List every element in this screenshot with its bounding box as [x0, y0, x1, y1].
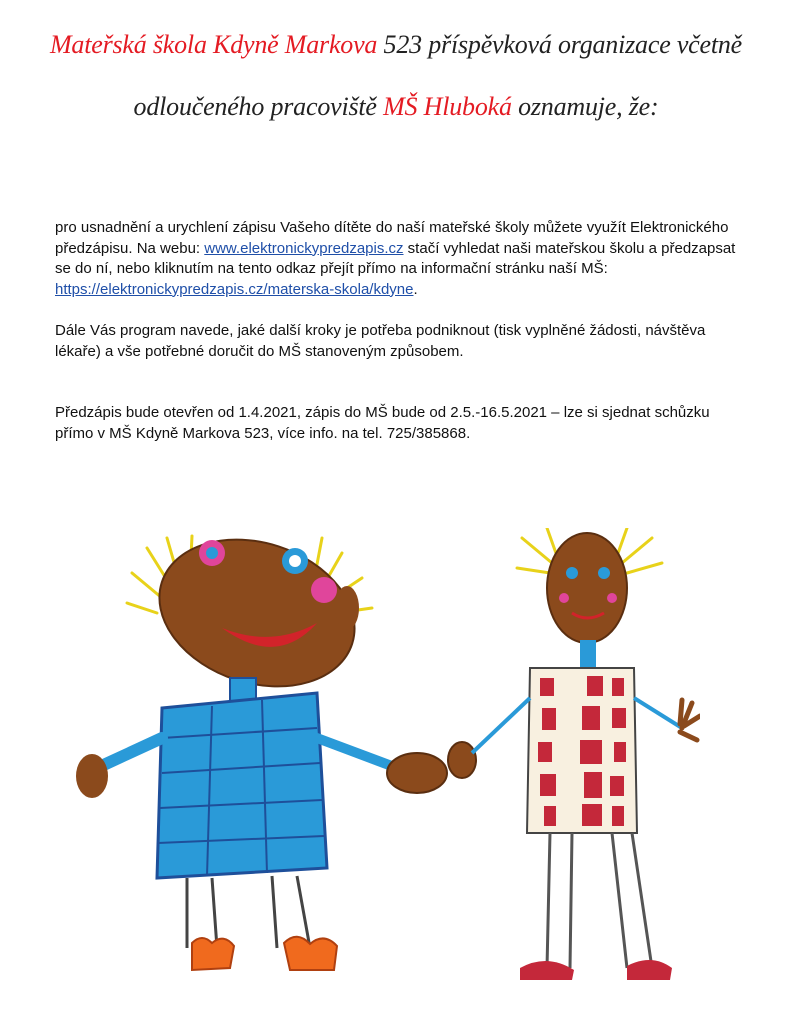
link-school-page[interactable]: https://elektronickypredzapis.cz/materska-skola/kdyne: [55, 280, 414, 298]
paragraph-1-text-2: stačí vyhledat naši mateřskou školu a předzapsat se do ní, nebo kliknutím na tento odkaz přejít přímo na informační stránku naší MŠ:: [55, 239, 736, 277]
heading-line-2-end: oznamuje, že:: [511, 92, 659, 121]
heading-line-2-start: odloučeného pracoviště: [133, 92, 384, 121]
paragraph-dates: Předzápis bude otevřen od 1.4.2021, zápis do MŠ bude od 2.5.-16.5.2021 – lze si sjednat schůzku přímo v MŠ Kdyně Markova 523, více info. na tel. 725/385868.: [55, 404, 710, 442]
heading-line-1-rest: 523 příspěvková organizace včetně: [377, 30, 743, 59]
child-drawing-image: [52, 528, 700, 986]
paragraph-1-text-3: .: [413, 280, 418, 298]
paragraph-preregistration: [55, 218, 745, 300]
branch-name: MŠ Hluboká: [383, 92, 512, 121]
heading-line-1: [20, 30, 772, 60]
heading-line-2: [20, 92, 772, 122]
school-name: Mateřská škola Kdyně Markova: [49, 30, 378, 59]
paragraph-1-text-1: pro usnadnění a urychlení zápisu Vašeho dítěte do naší mateřské školy můžete využít Elektronického předzápisu. Na webu:: [55, 219, 729, 257]
paragraph-next-steps: Dále Vás program navede, jaké další kroky je potřeba podniknout (tisk vyplněné žádosti, návštěva lékaře) a vše potřebné doručit do MŠ stanoveným způsobem.: [55, 322, 706, 360]
link-website[interactable]: www.elektronickypredzapis.cz: [204, 239, 404, 257]
